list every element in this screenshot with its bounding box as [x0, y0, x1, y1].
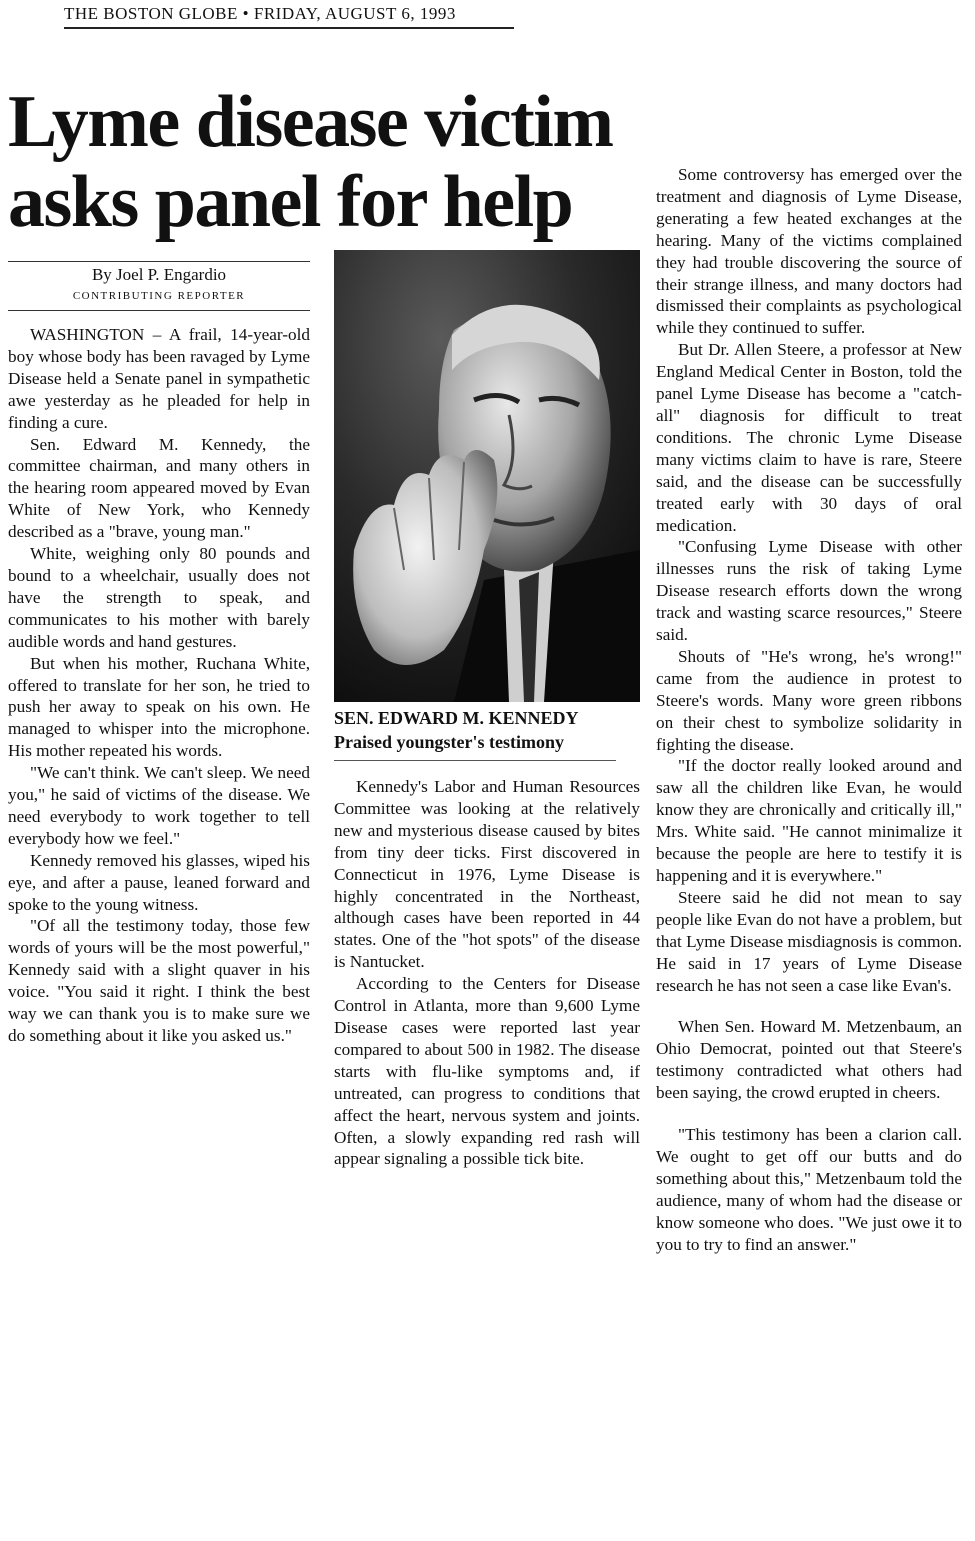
paragraph: Kennedy's Labor and Human Resources Committee was looking at the relatively new and mysterious disease caused by bites from tiny deer ticks. First discovered in Connecticut in 1976, Lyme Disease is highly concentrated in the Northeast, although cases have been reported in 44 states. One of the "hot spots" of the disease is Nantucket. [334, 777, 640, 972]
paragraph: But Dr. Allen Steere, a professor at New England Medical Center in Boston, told the panel Lyme Disease has become a "catch-all" diagnosis for difficult to treat conditions. The chronic Lyme Disease many victims claim to have is rare, Steere said, and the disease can be successfully treated early with 30 days of oral medication. [656, 340, 962, 535]
paragraph: "Confusing Lyme Disease with other illnesses runs the risk of taking Lyme Disease research efforts down the wrong track and wasting scarce resources," Steere said. [656, 537, 962, 645]
paragraph: WASHINGTON – A frail, 14-year-old boy whose body has been ravaged by Lyme Disease held a Senate panel in sympathetic awe yesterday as he pleaded for help in finding a cure. [8, 325, 310, 432]
headline-line-1: Lyme disease victim [8, 81, 613, 163]
kennedy-photo [334, 250, 640, 702]
byline-top-rule [8, 261, 310, 262]
paragraph: White, weighing only 80 pounds and bound to a wheelchair, usually does not have the strength to speak, and communicates to his mother with barely audible words and hand gestures. [8, 544, 310, 651]
headline [8, 82, 668, 242]
portrait-photo-icon [334, 250, 640, 702]
paragraph: "We can't think. We can't sleep. We need you," he said of victims of the disease. We need everybody to work together to tell everybody how we feel." [8, 763, 310, 848]
article-column-1 [8, 324, 310, 1047]
paragraph: "Of all the testimony today, those few words of yours will be the most powerful," Kennedy said with a slight quaver in his voice. "You said it right. I think the best way we can thank you is to make sure we do something about it like you asked us." [8, 916, 310, 1045]
article-column-3 [656, 164, 962, 1256]
paragraph: Shouts of "He's wrong, he's wrong!" came from the audience in protest to Steere's words. Many wore green ribbons on their chest to symbolize solidarity in fighting the disease. [656, 646, 962, 754]
paragraph: Some controversy has emerged over the treatment and diagnosis of Lyme Disease, generating a few heated exchanges at the hearing. Many of the victims complained they had trouble discovering the source of their strange illness, and many doctors had dismissed their complaints as psychological while they continued to suffer. [656, 165, 962, 338]
paragraph: When Sen. Howard M. Metzenbaum, an Ohio Democrat, pointed out that Steere's testimony contradicted what others had been saying, the crowd erupted in cheers. [656, 1017, 962, 1103]
paragraph: "This testimony has been a clarion call. We ought to get off our butts and do something about this," Metzenbaum told the audience, many of whom had the disease or know someone who does. "We just owe it to you to try to find an answer." [656, 1125, 962, 1254]
caption-rule [334, 760, 616, 761]
dateline: THE BOSTON GLOBE • FRIDAY, AUGUST 6, 1993 [64, 4, 514, 29]
byline-bottom-rule [8, 310, 310, 311]
byline-role: CONTRIBUTING REPORTER [72, 290, 246, 302]
paragraph: "If the doctor really looked around and saw all the children like Evan, he would know they are chronically and critically ill," Mrs. White said. "He cannot minimalize it because the people are here to testify it is happening and it is everywhere." [656, 756, 962, 885]
paragraph: Sen. Edward M. Kennedy, the committee chairman, and many others in the hearing room appeared moved by Evan White of New York, who Kennedy described as a "brave, young man." [8, 434, 310, 542]
paragraph: Kennedy removed his glasses, wiped his eye, and after a pause, leaned forward and spoke to the young witness. [8, 850, 310, 914]
byline-author: By Joel P. Engardio [91, 265, 227, 284]
paragraph: According to the Centers for Disease Control in Atlanta, more than 9,600 Lyme Disease cases were reported last year compared to about 500 in 1982. The disease starts with flu-like symptoms and, if untreated, can progress to conditions that affect the heart, nervous system and joints. Often, a slowly expanding red rash will appear signaling a possible tick bite. [334, 974, 640, 1169]
photo-caption-text: Praised youngster's testimony [334, 732, 564, 752]
paragraph: But when his mother, Ruchana White, offered to translate for her son, he tried to push her away to speak on his own. He managed to whisper into the microphone. His mother repeated his words. [8, 653, 310, 761]
paragraph: Steere said he did not mean to say people like Evan do not have a problem, but that Lyme Disease misdiagnosis is common. He said in 17 years of Lyme Disease research he has not seen a case like Evan's. [656, 887, 962, 995]
headline-line-2: asks panel for help [8, 161, 573, 243]
photo-caption-name: SEN. EDWARD M. KENNEDY [334, 708, 579, 728]
article-column-2 [334, 776, 640, 1170]
